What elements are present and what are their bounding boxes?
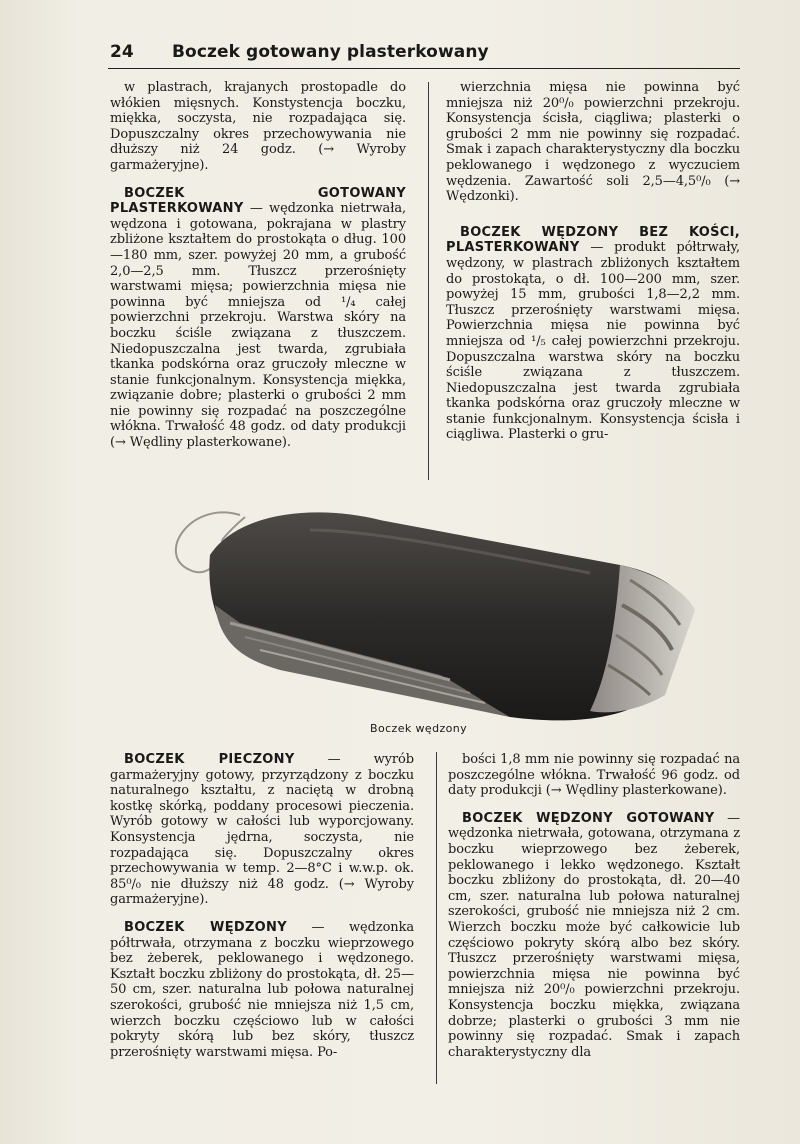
photo-caption: Boczek wędzony — [370, 722, 468, 735]
entry — [110, 920, 414, 1060]
entry — [110, 752, 414, 908]
entry-text: — wędzonka nietrwała, gotowana, otrzymana z boczku wieprzowego bez żeberek, peklowanego i lekko wędzonego. Kształt boczku zbliżony do prostokąta, dł. 20—40 cm, szer. naturalna lub połowa naturalnej szerokości, grubość nie mniejsza niż 2 cm. Wierzch boczku może być całkowicie lub częściowo pokryty skórą albo bez skóry. Tłuszcz przerośnięty warstwami mięsa, powierzchnia mięsa nie powinna być mniejsza niż 20⁰/₀ powierzchni przekroju. Konsystencja boczku miękka, związana dobrze; plasterki o grubości 3 mm nie powinny się rozpadać. Smak i zapach charakterystyczny dla — [448, 810, 740, 1060]
entry-text: — wędzonka półtrwała, otrzymana z boczku wieprzowego bez żeberek, peklowanego i wędzonego. Kształt boczku zbliżony do prostokąta, dł. 25—50 cm, szer. naturalna lub połowa naturalnej szerokości, grubość nie mniejsza niż 1,5 cm, wierzch boczku częściowo lub w całości pokryty skórą lub bez skóry, tłuszcz przerośnięty warstwami mięsa. Po- — [110, 919, 415, 1060]
column-divider-top — [428, 82, 429, 480]
entry-text: — wyrób garmażeryjny gotowy, przyrządzony z boczku naturalnego kształtu, z naciętą w drobną kostkę skórką, poddany procesowi pieczenia. Wyrób gotowy w całości lub wyporcjowany. Konsystencja jędrna, soczysta, nie rozpadająca się. Dopuszczalny okres przechowywania w temp. 2—8°C i w.w.p. ok. 85⁰/₀ nie dłuższy niż 48 godz. (→ Wyroby garmażeryjne). — [110, 752, 414, 908]
smoked-bacon-photo — [150, 495, 710, 735]
entry-term: BOCZEK PIECZONY — [124, 752, 295, 767]
entry-text: w plastrach, krajanych prostopadle do włókien mięsnych. Konstystencja boczku, miękka, soczysta, nie rozpadająca się. Dopuszczalny okres przechowywania nie dłuższy niż 24 godz. (→ Wyroby garmażeryjne). — [110, 80, 406, 173]
entry-text: — produkt półtrwały, wędzony, w plastrach zbliżonych kształtem do prostokąta, o dł. 100—200 mm, szer. powyżej 15 mm, grubości 1,8—2,2 mm. Tłuszcz przerośnięty warstwami mięsa. Powierzchnia mięsa nie powinna być mniejsza od ¹/₅ całej powierzchni przekroju. Dopuszczalna warstwa skóry na boczku ściśle związana z tłuszczem. Niedopuszczalna jest twarda zgrubiała tkanka podskórna oraz gruczoły mleczne w stanie funkcjonalnym. Konsystencja ścisła i ciągliwa. Plasterki o gru- — [446, 240, 740, 443]
column-bottom-right — [448, 752, 740, 1060]
entry-text: wierzchnia mięsa nie powinna być mniejsza niż 20⁰/₀ powierzchni przekroju. Konsystencja ścisła, ciągliwa; plasterki o grubości 2 mm nie powinny się rozpadać. Smak i zapach charakterystyczny dla boczku peklowanego i wędzonego z wyczuciem wędzenia. Zawartość soli 2,5—4,5⁰/₀ (→ Wędzonki). — [446, 80, 740, 205]
running-header — [110, 40, 750, 66]
entry — [446, 80, 740, 205]
entry-term: BOCZEK WĘDZONY GOTOWANY — [462, 810, 715, 826]
entry — [446, 225, 740, 443]
column-divider-bottom — [436, 752, 437, 1084]
column-top-left — [110, 80, 406, 451]
entry — [448, 752, 740, 799]
header-rule — [108, 68, 740, 69]
page-number: 24 — [110, 42, 134, 62]
entry — [110, 80, 406, 174]
entry-text: bości 1,8 mm nie powinny się rozpadać na poszczególne włókna. Trwałość 96 godz. od daty produkcji (→ Wędliny plasterkowane). — [448, 752, 740, 799]
running-title: Boczek gotowany plasterkowany — [172, 42, 489, 62]
entry — [448, 811, 740, 1061]
entry-term: BOCZEK WĘDZONY — [124, 919, 287, 935]
entry-term: BOCZEK GOTOWANY PLASTERKOWANY — [110, 185, 406, 217]
column-bottom-left — [110, 752, 414, 1060]
entry-term: BOCZEK WĘDZONY BEZ KOŚCI, PLASTERKOWANY — [446, 224, 740, 256]
entry-text: — wędzonka nietrwała, wędzona i gotowana, pokrajana w plastry zbliżone kształtem do prostokąta o dług. 100—180 mm, szer. powyżej 20 mm, a grubość 2,0—2,5 mm. Tłuszcz przerośnięty warstwami mięsa; powierzchnia mięsa nie powinna być mniejsza od ¹/₄ całej powierzchni przekroju. Warstwa skóry na boczku ściśle związana z tłuszczem. Niedopuszczalna jest twarda, zgrubiała tkanka podskórna oraz gruczoły mleczne w stanie funkcjonalnym. Konsystencja miękka, związanie dobre; plasterki o grubości 2 mm nie powinny się rozpadać na poszczególne włókna. Trwałość 48 godz. od daty produkcji (→ Wędliny plasterkowane). — [110, 201, 406, 451]
entry — [110, 186, 406, 451]
column-top-right — [446, 80, 740, 443]
